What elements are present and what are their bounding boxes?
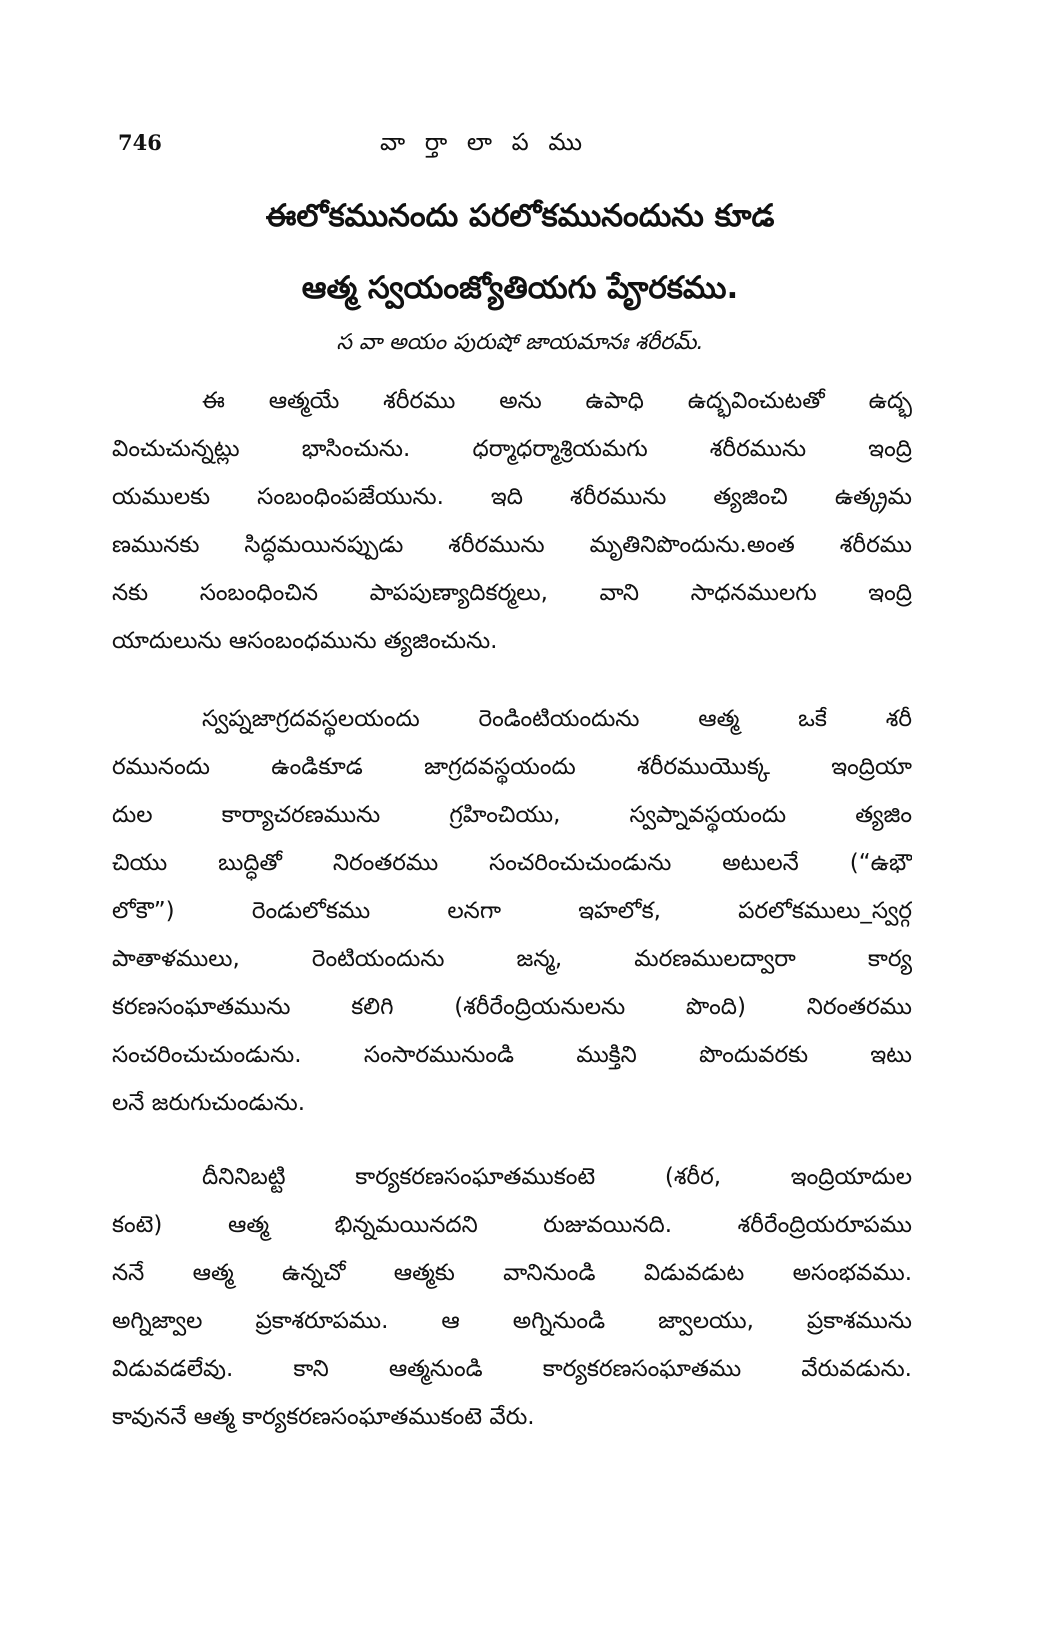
paragraph-line: కరణసంఘాతమును కలిగి (శరీరేంద్రియనులను పొంది) నిరంతరము (112, 994, 912, 1020)
paragraph-line: వించుచున్నట్లు భాసించును. ధర్మాధర్మాశ్రియమగు శరీరమును ఇంద్రి (112, 436, 912, 462)
paragraph-line: దీనినిబట్టి కార్యకరణసంఘాతముకంటె (శరీర, ఇంద్రియాదుల (202, 1164, 912, 1190)
section-heading-line-2: ఆత్మ స్వయంజ్యోతియగు పేౄరకము. (301, 270, 739, 306)
paragraph-line: ననే ఆత్మ ఉన్నచో ఆత్మకు వానినుండి విడువడుట అసంభవము. (112, 1260, 912, 1286)
paragraph-line: స్వప్నజాగ్రదవస్థలయందు రెండింటియందును ఆత్మ ఒకే శరీ (202, 706, 912, 732)
running-head: వా ర్తా లా ప ము (380, 128, 589, 156)
paragraph-line: యములకు సంబంధింపజేయును. ఇది శరీరమును త్యజించి ఉత్క్రమ (112, 484, 912, 510)
paragraph-line: అగ్నిజ్వాల ప్రకాశరూపము. ఆ అగ్నినుండి జ్వాలయు, ప్రకాశమును (112, 1308, 912, 1334)
paragraph-line: కంటె) ఆత్మ భిన్నమయినదని రుజువయినది. శరీరేంద్రియరూపము (112, 1212, 912, 1238)
paragraph-line: లనే జరుగుచుండును. (112, 1090, 306, 1116)
page-number: 746 (118, 130, 162, 155)
paragraph-line: రమునందు ఉండికూడ జాగ్రదవస్థయందు శరీరముయొక్క ఇంద్రియా (112, 754, 912, 780)
section-heading-line-1: ఈలోకమునందు పరలోకమునందును కూడ (265, 198, 775, 234)
paragraph-line: నకు సంబంధించిన పాపపుణ్యాదికర్మలు, వాని సాధనములగు ఇంద్రి (112, 580, 912, 606)
paragraph-line: కావుననే ఆత్మ కార్యకరణసంఘాతముకంటె వేరు. (112, 1404, 535, 1430)
paragraph-line: విడువడలేవు. కాని ఆత్మనుండి కార్యకరణసంఘాతము వేరువడును. (112, 1356, 912, 1382)
paragraph-line: చియు బుద్ధితో నిరంతరము సంచరించుచుండును అటులనే (“ఉభౌ (112, 850, 912, 876)
paragraph-line: పాతాళములు, రెంటియందును జన్మ, మరణములద్వారా కార్య (112, 946, 912, 972)
paragraph-line: ఈ ఆత్మయే శరీరము అను ఉపాధి ఉద్భవించుటతో ఉద్భ (202, 388, 912, 414)
paragraph-line: ణమునకు సిద్ధమయినప్పుడు శరీరమును మృతినిపొందును.అంత శరీరము (112, 532, 912, 558)
paragraph-line: లోకౌ”) రెండులోకము లనగా ఇహలోక, పరలోకములు_స్వర్గ (112, 898, 912, 924)
paragraph-line: యాదులును ఆసంబంధమును త్యజించును. (112, 628, 498, 654)
paragraph-line: దుల కార్యాచరణమును గ్రహించియు, స్వప్నావస్థయందు త్యజిం (112, 802, 912, 828)
sanskrit-quote: స వా అయం పురుషో జాయమానః శరీరమ్. (336, 330, 704, 355)
paragraph-line: సంచరించుచుండును. సంసారమునుండి ముక్తిని పొందువరకు ఇటు (112, 1042, 912, 1068)
